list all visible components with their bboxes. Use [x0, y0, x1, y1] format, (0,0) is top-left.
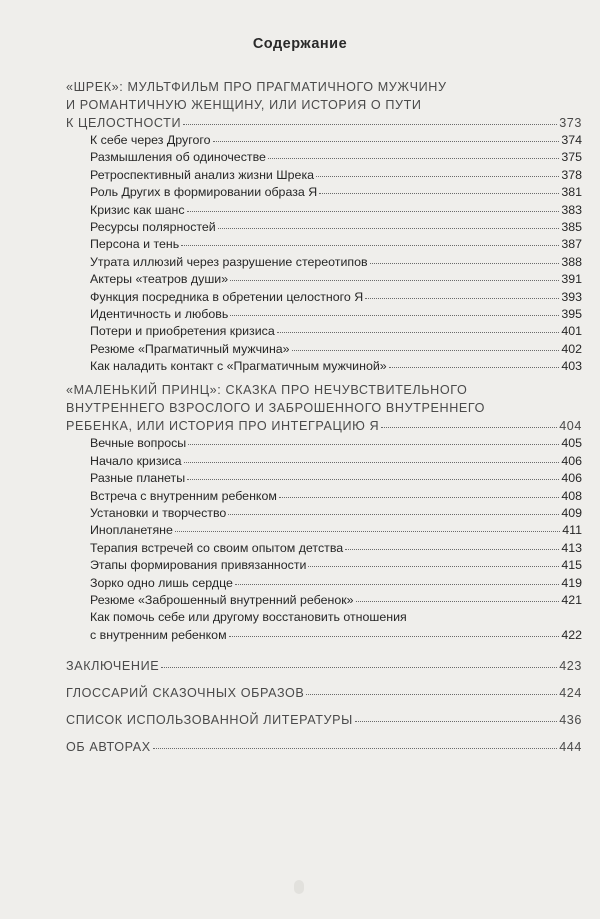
dot-leader	[356, 600, 560, 602]
toc-entry[interactable]	[66, 592, 582, 609]
toc-page-number: 405	[561, 436, 582, 451]
toc-entry-label: Кризис как шанс	[90, 202, 185, 217]
toc-entry-label: Размышления об одиночестве	[90, 150, 266, 165]
toc-entry[interactable]	[66, 505, 582, 522]
toc-page-number: 385	[561, 219, 582, 234]
dot-leader	[319, 192, 559, 194]
dot-leader	[153, 747, 557, 749]
toc-entry-label-line[interactable]: Как помочь себе или другому восстановить отношения	[90, 610, 407, 625]
toc-page-number: 402	[561, 341, 582, 356]
toc-entry[interactable]	[66, 540, 582, 557]
toc-entry-label: Инопланетяне	[90, 523, 173, 538]
dot-leader	[316, 175, 559, 177]
toc-page-number: 383	[561, 202, 582, 217]
toc-entry[interactable]	[66, 453, 582, 470]
toc-entry[interactable]	[66, 627, 582, 644]
toc-entry-section[interactable]	[66, 114, 582, 132]
dot-leader	[213, 140, 560, 142]
toc-entry[interactable]	[66, 219, 582, 236]
toc-entry-major[interactable]	[66, 734, 582, 761]
dot-leader	[268, 157, 559, 159]
table-of-contents	[66, 78, 582, 761]
dot-leader	[183, 123, 557, 125]
toc-entry-major[interactable]	[66, 680, 582, 707]
toc-page-number: 408	[561, 488, 582, 503]
toc-entry-label: ЗАКЛЮЧЕНИЕ	[66, 659, 160, 674]
toc-entry[interactable]	[66, 167, 582, 184]
dot-leader	[230, 279, 559, 281]
dot-leader	[381, 426, 557, 428]
toc-entry[interactable]	[66, 271, 582, 288]
dot-leader	[389, 366, 560, 368]
toc-entry-label: Этапы формирования привязанности	[90, 558, 307, 573]
dot-leader	[308, 565, 559, 567]
toc-page-number: 401	[561, 324, 582, 339]
dot-leader	[187, 210, 560, 212]
dot-leader	[230, 314, 559, 316]
toc-page-number: 381	[561, 185, 582, 200]
toc-entry[interactable]	[66, 202, 582, 219]
toc-page-number: 375	[561, 150, 582, 165]
toc-entry[interactable]	[66, 358, 582, 375]
toc-page-number: 393	[561, 289, 582, 304]
toc-entry[interactable]	[66, 184, 582, 201]
toc-entry-label: К себе через Другого	[90, 133, 211, 147]
toc-entry-label: Ретроспективный анализ жизни Шрека	[90, 167, 315, 182]
toc-entry[interactable]	[66, 470, 582, 487]
toc-entry-label: Как наладить контакт с «Прагматичным мужчиной»	[90, 359, 387, 374]
toc-entry[interactable]	[66, 488, 582, 505]
toc-entry[interactable]	[66, 254, 582, 271]
toc-entry[interactable]	[66, 435, 582, 452]
toc-entry-label: ГЛОССАРИЙ СКАЗОЧНЫХ ОБРАЗОВ	[66, 686, 305, 701]
dot-leader	[306, 693, 557, 695]
dot-leader	[187, 478, 559, 480]
toc-page-number: 373	[559, 116, 582, 130]
toc-page-number: 415	[561, 558, 582, 573]
toc-entry[interactable]	[66, 522, 582, 539]
toc-entry[interactable]	[66, 289, 582, 306]
toc-entry[interactable]	[66, 236, 582, 253]
dot-leader	[370, 262, 560, 264]
dot-leader	[277, 331, 560, 333]
toc-page-number: 406	[561, 471, 582, 486]
toc-entry-major[interactable]	[66, 707, 582, 734]
page-title: Содержание	[252, 36, 348, 52]
toc-page-number: 409	[561, 506, 582, 521]
toc-entry-label: Резюме «Прагматичный мужчина»	[90, 341, 290, 356]
dot-leader	[218, 227, 560, 229]
toc-entry[interactable]	[66, 306, 582, 323]
toc-page-number: 444	[559, 740, 582, 755]
toc-entry-label: Актеры «театров души»	[90, 272, 229, 287]
dot-leader	[188, 443, 559, 445]
toc-entry-label: Идентичность и любовь	[90, 306, 229, 321]
toc-entry-label: К ЦЕЛОСТНОСТИ	[66, 116, 182, 130]
toc-page-number: 411	[562, 523, 582, 538]
toc-page-number: 387	[561, 237, 582, 252]
toc-page-number: 413	[561, 540, 582, 555]
toc-entry-label: Потери и приобретения кризиса	[90, 324, 275, 339]
toc-page-number: 424	[559, 686, 582, 701]
toc-page-number: 378	[561, 167, 582, 182]
toc-entry-major[interactable]	[66, 653, 582, 680]
toc-entry[interactable]	[66, 323, 582, 340]
dot-leader	[184, 461, 560, 463]
toc-entry-label: Разные планеты	[90, 471, 186, 486]
dot-leader	[355, 720, 557, 722]
toc-entry-label: Ресурсы полярностей	[90, 219, 216, 234]
toc-entry-section[interactable]	[66, 417, 582, 435]
dot-leader	[365, 297, 559, 299]
dot-leader	[161, 666, 557, 668]
toc-entry[interactable]	[66, 341, 582, 358]
dot-leader	[175, 530, 560, 532]
toc-entry-label: Терапия встречей со своим опытом детства	[90, 540, 344, 555]
toc-entry-label: Персона и тень	[90, 237, 180, 252]
page-smudge	[294, 880, 304, 894]
toc-entry-label: Установки и творчество	[90, 506, 227, 521]
toc-page-number: 406	[561, 453, 582, 468]
section-heading-line: «ШРЕК»: МУЛЬТФИЛЬМ ПРО ПРАГМАТИЧНОГО МУЖЧИНУ	[66, 80, 447, 94]
toc-entry-label: Роль Других в формировании образа Я	[90, 185, 318, 200]
toc-page-number: 404	[559, 419, 582, 434]
toc-page-number: 423	[559, 659, 582, 674]
toc-page-number: 421	[561, 592, 582, 607]
toc-page-number: 391	[561, 272, 582, 287]
toc-entry[interactable]	[66, 557, 582, 574]
toc-page-number: 422	[561, 627, 582, 642]
section-heading-line: И РОМАНТИЧНУЮ ЖЕНЩИНУ, ИЛИ ИСТОРИЯ О ПУТИ	[66, 98, 422, 112]
dot-leader	[279, 496, 559, 498]
section-heading-line: ВНУТРЕННЕГО ВЗРОСЛОГО И ЗАБРОШЕННОГО ВНУТРЕННЕГО	[66, 401, 485, 416]
toc-entry-label: Зорко одно лишь сердце	[90, 575, 233, 590]
toc-entry-label: Вечные вопросы	[90, 436, 187, 451]
toc-page-number: 419	[561, 575, 582, 590]
toc-page-number: 436	[559, 713, 582, 728]
section-heading-line: «МАЛЕНЬКИЙ ПРИНЦ»: СКАЗКА ПРО НЕЧУВСТВИТЕЛЬНОГО	[66, 383, 468, 398]
dot-leader	[345, 548, 559, 550]
toc-entry-label: СПИСОК ИСПОЛЬЗОВАННОЙ ЛИТЕРАТУРЫ	[66, 713, 353, 728]
toc-entry[interactable]	[66, 149, 582, 166]
toc-entry-label: Функция посредника в обретении целостного Я	[90, 289, 364, 304]
toc-page-number: 388	[561, 254, 582, 269]
toc-entry[interactable]	[66, 132, 582, 149]
toc-page-number: 395	[561, 306, 582, 321]
toc-entry-label: Встреча с внутренним ребенком	[90, 488, 277, 503]
toc-entry[interactable]	[66, 575, 582, 592]
toc-page-number: 374	[561, 133, 582, 147]
dot-leader	[228, 513, 559, 515]
toc-page-number: 403	[561, 359, 582, 374]
toc-entry-label: Утрата иллюзий через разрушение стереотипов	[90, 254, 368, 269]
toc-entry-label: РЕБЕНКА, ИЛИ ИСТОРИЯ ПРО ИНТЕГРАЦИЮ Я	[66, 419, 380, 434]
toc-entry-label: Резюме «Заброшенный внутренний ребенок»	[90, 592, 354, 607]
dot-leader	[235, 583, 559, 585]
toc-entry-label: Начало кризиса	[90, 453, 182, 468]
dot-leader	[292, 349, 560, 351]
toc-entry-label: с внутренним ребенком	[90, 627, 227, 642]
dot-leader	[229, 635, 560, 637]
toc-entry-label: ОБ АВТОРАХ	[66, 740, 151, 755]
dot-leader	[181, 244, 559, 246]
